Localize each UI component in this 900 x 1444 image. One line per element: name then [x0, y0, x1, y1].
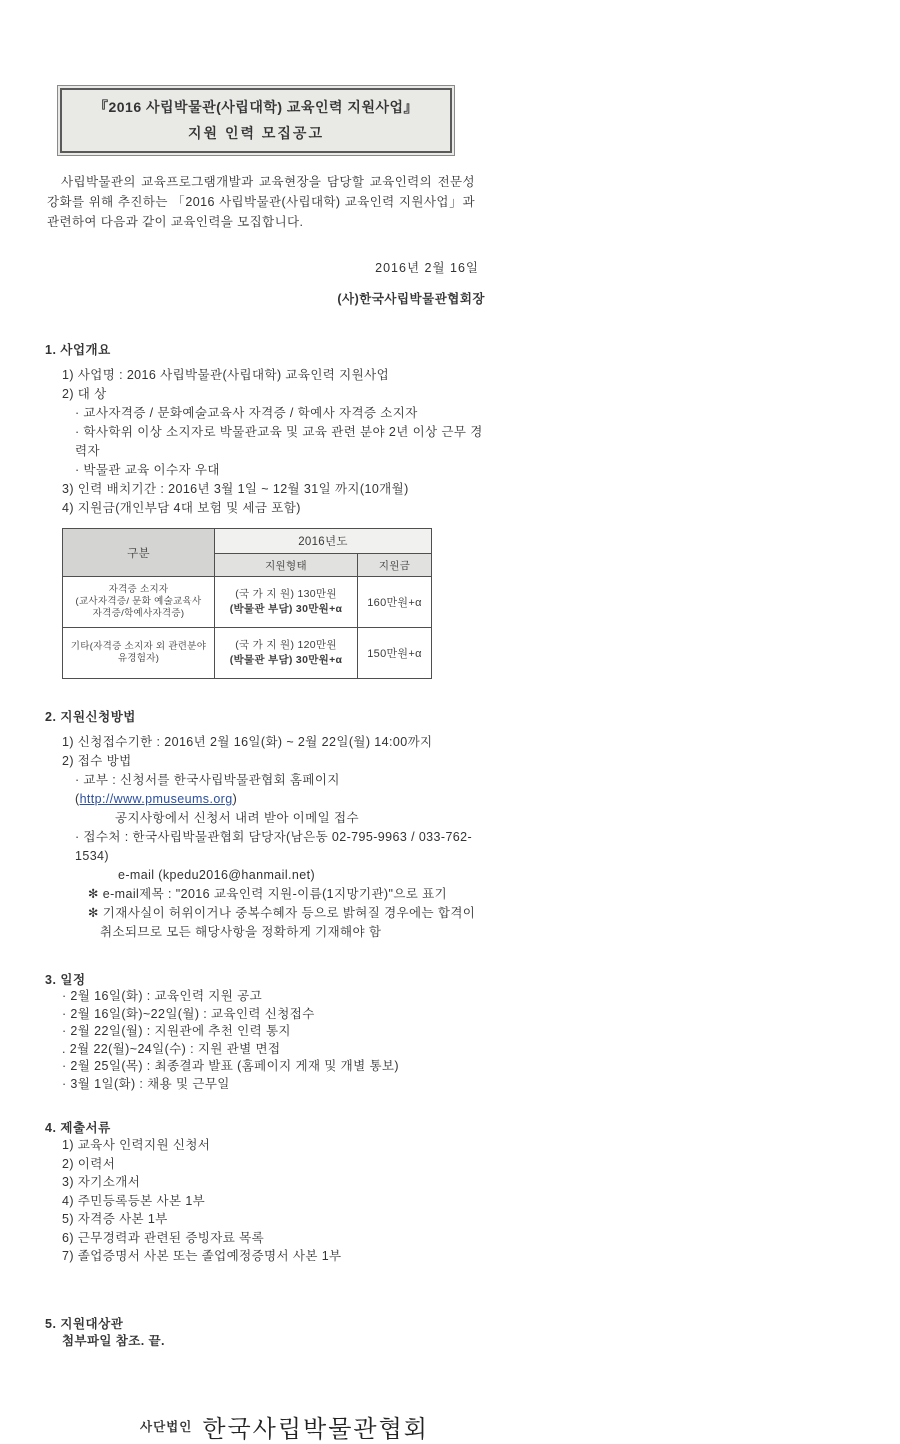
section-overview	[45, 340, 485, 518]
distribution-text: · 교부 : 신청서를 한국사립박물관협회 홈페이지 (	[75, 773, 340, 806]
support-line: (박물관 부담) 30만원+α	[229, 603, 343, 615]
document-page	[45, 0, 485, 1444]
title-box	[57, 85, 455, 156]
distribution-line	[75, 771, 485, 809]
document-item: 4) 주민등록등본 사본 1부	[62, 1193, 206, 1208]
org-name: 한국사립박물관협회	[202, 1415, 429, 1443]
announcement-date: 2016년 2월 16일	[375, 261, 479, 275]
distribution-text-suffix: )	[232, 792, 238, 806]
table-header-category: 구분	[63, 529, 215, 577]
table-header-amount: 지원금	[358, 554, 432, 577]
organization-signature	[140, 1409, 485, 1444]
category-line: 유경험자)	[117, 653, 160, 664]
placement-period: 3) 인력 배치기간 : 2016년 3월 1일 ~ 12월 31일 까지(10개월)	[62, 482, 409, 496]
document-title: 『2016 사립박물관(사립대학) 교육인력 지원사업』	[93, 99, 419, 115]
section-documents	[45, 1118, 485, 1266]
category-line: 자격증/학예사자격증)	[92, 608, 185, 619]
table-row	[63, 577, 432, 628]
section-eligible-museums	[45, 1314, 485, 1351]
section5-heading: 5. 지원대상관	[45, 1316, 124, 1331]
distribution-line2: 공지사항에서 신청서 내려 받아 이메일 접수	[115, 811, 359, 825]
signer: (사)한국사립박물관협회장	[337, 292, 485, 306]
category-line: 기타(자격증 소지자 외 관련분야	[70, 641, 207, 652]
section3-heading: 3. 일정	[45, 973, 86, 987]
row-category	[63, 577, 215, 628]
document-item: 7) 졸업증명서 사본 또는 졸업예정증명서 사본 1부	[62, 1249, 342, 1263]
note-false-info: ✻ 기재사실이 허위이거나 중복수혜자 등으로 밝혀질 경우에는 합격이	[88, 906, 476, 920]
support-line: (국 가 지 원) 130만원	[235, 588, 337, 600]
row-amount: 160만원+α	[358, 577, 432, 628]
email-line: e-mail (kpedu2016@hanmail.net)	[118, 868, 316, 882]
target-label: 2) 대 상	[62, 387, 107, 401]
schedule-item: . 2월 22(월)~24일(수) : 지원 관별 면접	[62, 1041, 281, 1056]
title-box-inner	[60, 88, 452, 153]
category-line: 자격증 소지자	[108, 584, 169, 595]
section1-heading: 1. 사업개요	[45, 343, 111, 357]
row-amount: 150만원+α	[358, 628, 432, 679]
intro-paragraph: 사립박물관의 교육프로그램개발과 교육현장을 담당할 교육인력의 전문성 강화를 위해 추진하는 「2016 사립박물관(사립대학) 교육인력 지원사업」과 관련하여 다음과 같이 교육인력을 모집합니다.	[47, 175, 475, 229]
target-bullet: · 학사학위 이상 소지자로 박물관교육 및 교육 관련 분야 2년 이상 근무 경력자	[75, 425, 483, 458]
target-bullet: · 교사자격증 / 문화예술교육사 자격증 / 학예사 자격증 소지자	[75, 406, 418, 420]
table-row	[63, 628, 432, 679]
schedule-item: · 2월 22일(월) : 지원관에 추천 인력 통지	[62, 1024, 291, 1038]
schedule-item: · 2월 16일(화)~22일(월) : 교육인력 신청접수	[62, 1006, 315, 1021]
target-bullet: · 박물관 교육 이수자 우대	[75, 463, 220, 477]
section-schedule	[45, 970, 485, 1093]
table-header-support-type: 지원형태	[215, 554, 358, 577]
section2-heading: 2. 지원신청방법	[45, 710, 136, 724]
section-application	[45, 707, 485, 942]
section4-heading: 4. 제출서류	[45, 1121, 111, 1135]
deadline: 1) 신청접수기한 : 2016년 2월 16일(화) ~ 2월 22일(월) 14:00까지	[62, 735, 433, 749]
schedule-item: · 2월 16일(화) : 교육인력 지원 공고	[62, 989, 263, 1003]
reception-line: · 접수처 : 한국사립박물관협회 담당자(남은동 02-795-9963 / 033-762-1534)	[75, 830, 473, 863]
note-false-info-cont: 취소되므로 모든 해당사항을 정확하게 기재해야 함	[100, 925, 382, 939]
document-item: 5) 자격증 사본 1부	[62, 1212, 168, 1226]
homepage-link[interactable]: http://www.pmuseums.org	[79, 792, 233, 806]
row-support-type	[215, 628, 358, 679]
grant-table	[62, 528, 432, 679]
support-line: (국 가 지 원) 120만원	[235, 639, 337, 651]
org-type: 사단법인	[140, 1420, 193, 1434]
schedule-item: · 2월 25일(목) : 최종결과 발표 (홈페이지 게재 및 개별 통보)	[62, 1059, 399, 1073]
document-item: 2) 이력서	[62, 1156, 116, 1171]
project-name: 1) 사업명 : 2016 사립박물관(사립대학) 교육인력 지원사업	[62, 368, 390, 382]
category-line: (교사자격증/ 문화 예술교육사	[75, 596, 202, 607]
document-item: 1) 교육사 인력지원 신청서	[62, 1138, 211, 1152]
document-subtitle: 지원 인력 모집공고	[188, 125, 324, 141]
table-header-year: 2016년도	[215, 529, 432, 554]
document-item: 6) 근무경력과 관련된 증빙자료 목록	[62, 1230, 265, 1245]
document-item: 3) 자기소개서	[62, 1175, 141, 1189]
note-email-subject: ✻ e-mail제목 : "2016 교육인력 지원-이름(1지망기관)"으로 표기	[88, 887, 448, 901]
row-category	[63, 628, 215, 679]
support-line: (박물관 부담) 30만원+α	[229, 654, 343, 666]
row-support-type	[215, 577, 358, 628]
grant-label: 4) 지원금(개인부담 4대 보험 및 세금 포함)	[62, 501, 301, 515]
attachment-reference: 첨부파일 참조. 끝.	[62, 1333, 165, 1348]
schedule-item: · 3월 1일(화) : 채용 및 근무일	[62, 1076, 230, 1091]
method-label: 2) 접수 방법	[62, 754, 132, 768]
